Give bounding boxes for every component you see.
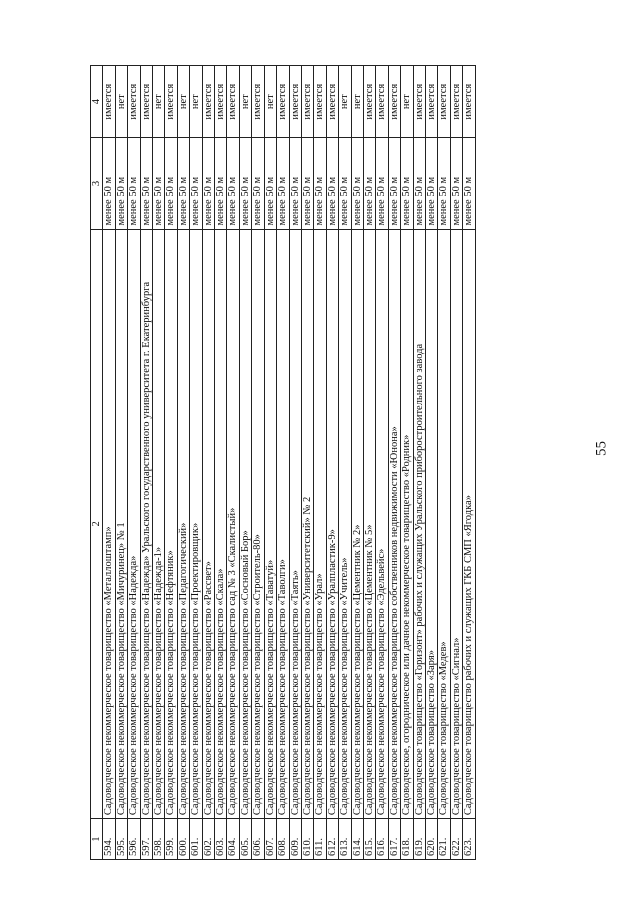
- row-name: Садоводческое некоммерческое товарищество сад № 3 «Скалистый»: [227, 229, 239, 819]
- row-name: Садоводческое некоммерческое товарищество «Надежда» Уральского государственного университета г. Екатеринбурга: [140, 229, 152, 819]
- row-name: Садоводческое некоммерческое товарищество «Таволги»: [277, 229, 289, 819]
- row-availability: имеется: [202, 66, 214, 138]
- row-distance: менее 50 м: [413, 138, 425, 229]
- row-distance: менее 50 м: [376, 138, 388, 229]
- row-number: 615.: [363, 819, 375, 860]
- row-distance: менее 50 м: [450, 138, 462, 229]
- row-availability: имеется: [277, 66, 289, 138]
- row-distance: менее 50 м: [264, 138, 276, 229]
- table-row: [339, 66, 351, 860]
- table-row: [215, 66, 227, 860]
- row-distance: менее 50 м: [401, 138, 413, 229]
- row-availability: имеется: [425, 66, 437, 138]
- row-name: Садоводческое товарищество «Сигнал»: [450, 229, 462, 819]
- row-distance: менее 50 м: [215, 138, 227, 229]
- row-name: Садоводческое товарищество «Горизонт» рабочих и служащих Уральского приборостроительного завода: [413, 229, 425, 819]
- row-name: Садоводческое некоммерческое товарищество «Учитель»: [339, 229, 351, 819]
- page-number: 55: [593, 441, 610, 456]
- row-distance: менее 50 м: [339, 138, 351, 229]
- row-availability: нет: [339, 66, 351, 138]
- row-number: 621.: [438, 819, 450, 860]
- table-row: [289, 66, 301, 860]
- table-row: [450, 66, 462, 860]
- row-availability: имеется: [413, 66, 425, 138]
- header-row: [91, 66, 103, 860]
- row-availability: имеется: [128, 66, 140, 138]
- row-distance: менее 50 м: [165, 138, 177, 229]
- row-availability: имеется: [326, 66, 338, 138]
- row-distance: менее 50 м: [301, 138, 313, 229]
- table-row: [177, 66, 189, 860]
- row-availability: нет: [115, 66, 127, 138]
- row-availability: нет: [401, 66, 413, 138]
- row-name: Садоводческое некоммерческое товарищество «Надежда»: [128, 229, 140, 819]
- row-availability: имеется: [363, 66, 375, 138]
- table-row: [413, 66, 425, 860]
- row-distance: менее 50 м: [239, 138, 251, 229]
- row-availability: имеется: [388, 66, 400, 138]
- table-row: [277, 66, 289, 860]
- row-number: 600.: [177, 819, 189, 860]
- row-availability: имеется: [438, 66, 450, 138]
- row-name: Садоводческое некоммерческое товарищество «Сосновый Бор»: [239, 229, 251, 819]
- row-distance: менее 50 м: [140, 138, 152, 229]
- row-distance: менее 50 м: [190, 138, 202, 229]
- table-row: [128, 66, 140, 860]
- table-row: [165, 66, 177, 860]
- row-number: 599.: [165, 819, 177, 860]
- row-name: Садоводческое некоммерческое товарищество «Строитель-80»: [252, 229, 264, 819]
- rotated-table-container: [90, 65, 595, 860]
- row-number: 608.: [277, 819, 289, 860]
- row-number: 604.: [227, 819, 239, 860]
- row-name: Садоводческое некоммерческое товарищество «Эдельвейс»: [376, 229, 388, 819]
- table-row: [388, 66, 400, 860]
- row-distance: менее 50 м: [277, 138, 289, 229]
- row-distance: менее 50 м: [326, 138, 338, 229]
- row-availability: нет: [239, 66, 251, 138]
- row-name: Садоводческое некоммерческое товарищество «Металлоштамп»: [103, 229, 115, 819]
- row-availability: имеется: [227, 66, 239, 138]
- row-name: Садоводческое товарищество «Медев»: [438, 229, 450, 819]
- table-row: [239, 66, 251, 860]
- row-distance: менее 50 м: [314, 138, 326, 229]
- row-distance: менее 50 м: [177, 138, 189, 229]
- row-number: 602.: [202, 819, 214, 860]
- row-distance: менее 50 м: [103, 138, 115, 229]
- row-number: 594.: [103, 819, 115, 860]
- row-distance: менее 50 м: [252, 138, 264, 229]
- table-row: [153, 66, 165, 860]
- row-availability: нет: [177, 66, 189, 138]
- row-availability: имеется: [215, 66, 227, 138]
- row-distance: менее 50 м: [463, 138, 475, 229]
- row-number: 611.: [314, 819, 326, 860]
- row-number: 613.: [339, 819, 351, 860]
- row-name: Садоводческое товарищество «Заря»: [425, 229, 437, 819]
- table-body: [103, 66, 475, 860]
- row-number: 616.: [376, 819, 388, 860]
- row-availability: нет: [264, 66, 276, 138]
- row-name: Садоводческое некоммерческое товарищество «Педагогический»: [177, 229, 189, 819]
- row-name: Садоводческое некоммерческое товарищество «Надежда-1»: [153, 229, 165, 819]
- table-row: [301, 66, 313, 860]
- table-row: [363, 66, 375, 860]
- row-number: 606.: [252, 819, 264, 860]
- row-availability: имеется: [289, 66, 301, 138]
- row-name: Садоводческое некоммерческое товарищество «Цементник № 2»: [351, 229, 363, 819]
- table-row: [463, 66, 475, 860]
- row-number: 607.: [264, 819, 276, 860]
- row-availability: имеется: [252, 66, 264, 138]
- row-name: Садоводческое некоммерческое товарищество «Рассвет»: [202, 229, 214, 819]
- row-distance: менее 50 м: [438, 138, 450, 229]
- row-availability: имеется: [301, 66, 313, 138]
- table-row: [376, 66, 388, 860]
- row-availability: имеется: [376, 66, 388, 138]
- header-col-4: 4: [91, 66, 103, 138]
- row-number: 595.: [115, 819, 127, 860]
- table-row: [326, 66, 338, 860]
- row-number: 620.: [425, 819, 437, 860]
- table-row: [227, 66, 239, 860]
- row-number: 622.: [450, 819, 462, 860]
- row-availability: имеется: [103, 66, 115, 138]
- row-number: 609.: [289, 819, 301, 860]
- table-row: [140, 66, 152, 860]
- row-availability: имеется: [463, 66, 475, 138]
- row-distance: менее 50 м: [425, 138, 437, 229]
- row-name: Садоводческое некоммерческое товарищество собственников недвижимости «Юнона»: [388, 229, 400, 819]
- table-row: [351, 66, 363, 860]
- row-name: Садоводческое некоммерческое товарищество «Таватуй»: [264, 229, 276, 819]
- row-distance: менее 50 м: [115, 138, 127, 229]
- row-number: 617.: [388, 819, 400, 860]
- table-row: [438, 66, 450, 860]
- row-number: 610.: [301, 819, 313, 860]
- row-number: 603.: [215, 819, 227, 860]
- row-availability: имеется: [450, 66, 462, 138]
- row-availability: имеется: [314, 66, 326, 138]
- row-name: Садоводческое, огородническое или дачное некоммерческое товарищество «Родник»: [401, 229, 413, 819]
- row-number: 605.: [239, 819, 251, 860]
- row-distance: менее 50 м: [128, 138, 140, 229]
- table-row: [425, 66, 437, 860]
- row-name: Садоводческое некоммерческое товарищество «Таять»: [289, 229, 301, 819]
- row-number: 623.: [463, 819, 475, 860]
- row-number: 596.: [128, 819, 140, 860]
- row-number: 614.: [351, 819, 363, 860]
- row-number: 612.: [326, 819, 338, 860]
- row-name: Садоводческое товарищество рабочих и служащих ГКБ СМП «Ягодка»: [463, 229, 475, 819]
- header-col-1: 1: [91, 819, 103, 860]
- row-name: Садоводческое некоммерческое товарищество «Скала»: [215, 229, 227, 819]
- table-row: [314, 66, 326, 860]
- table-row: [103, 66, 115, 860]
- row-number: 598.: [153, 819, 165, 860]
- row-name: Садоводческое некоммерческое товарищество «Проектировщик»: [190, 229, 202, 819]
- row-name: Садоводческое некоммерческое товарищество «Мичуринец» № 1: [115, 229, 127, 819]
- row-number: 618.: [401, 819, 413, 860]
- table-row: [252, 66, 264, 860]
- table-row: [115, 66, 127, 860]
- row-name: Садоводческое некоммерческое товарищество «Цементник № 5»: [363, 229, 375, 819]
- row-distance: менее 50 м: [388, 138, 400, 229]
- header-col-2: 2: [91, 229, 103, 819]
- row-distance: менее 50 м: [351, 138, 363, 229]
- row-name: Садоводческое некоммерческое товарищество «Нефтяник»: [165, 229, 177, 819]
- table-row: [264, 66, 276, 860]
- row-distance: менее 50 м: [363, 138, 375, 229]
- row-number: 601.: [190, 819, 202, 860]
- row-distance: менее 50 м: [227, 138, 239, 229]
- row-availability: нет: [153, 66, 165, 138]
- row-name: Садоводческое некоммерческое товарищество «Урал»: [314, 229, 326, 819]
- row-number: 619.: [413, 819, 425, 860]
- registry-table: [90, 65, 476, 860]
- row-availability: имеется: [140, 66, 152, 138]
- row-distance: менее 50 м: [153, 138, 165, 229]
- row-availability: нет: [351, 66, 363, 138]
- row-name: Садоводческое некоммерческое товарищество «Университетский» № 2: [301, 229, 313, 819]
- header-col-3: 3: [91, 138, 103, 229]
- table-row: [190, 66, 202, 860]
- row-number: 597.: [140, 819, 152, 860]
- row-distance: менее 50 м: [289, 138, 301, 229]
- row-name: Садоводческое некоммерческое товарищество «Уралпластик-9»: [326, 229, 338, 819]
- row-availability: имеется: [165, 66, 177, 138]
- row-distance: менее 50 м: [202, 138, 214, 229]
- table-row: [202, 66, 214, 860]
- table-row: [401, 66, 413, 860]
- row-availability: нет: [190, 66, 202, 138]
